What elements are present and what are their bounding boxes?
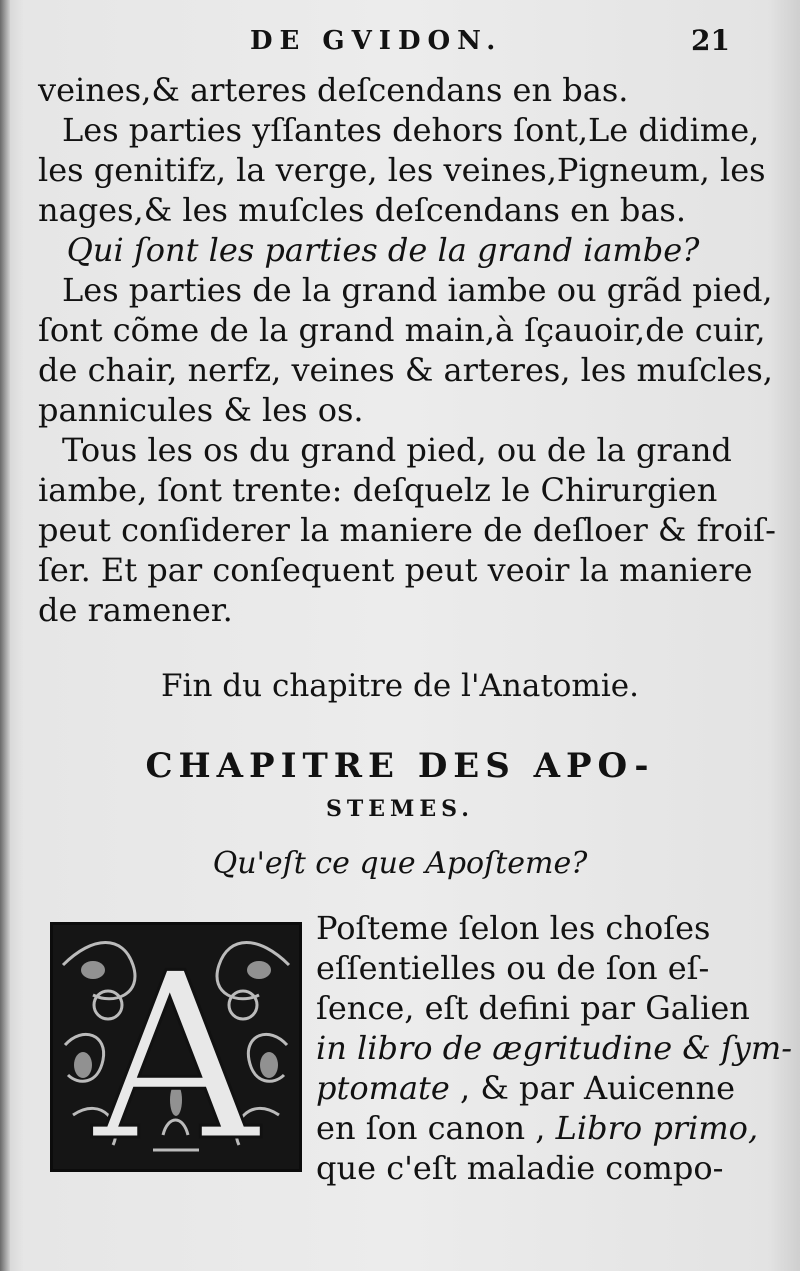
chapter-end-line: Fin du chapitre de l'Anatomie. xyxy=(161,668,639,704)
text-fragment: , & par Auicenne xyxy=(449,1069,735,1107)
page-header xyxy=(0,22,800,62)
text-line: eſſentielles ou de ſon eſ- xyxy=(316,949,710,987)
decorated-initial xyxy=(50,922,302,1192)
text-line xyxy=(316,1108,759,1148)
text-line: de ramener. xyxy=(38,591,233,629)
text-line: Les parties yſſantes dehors ſont,Le didime, xyxy=(62,111,760,149)
text-line xyxy=(316,1068,735,1108)
chapter-title-continued: STEMES. xyxy=(326,796,474,822)
text-line: Tous les os du grand pied, ou de la grand xyxy=(62,431,732,469)
latin-text: ptomate xyxy=(316,1069,450,1107)
text-line: Poſteme ſelon les choſes xyxy=(316,909,711,947)
text-line: les genitifz, la verge, les veines,Pigneum, les xyxy=(38,151,766,189)
text-line: de chair, nerfz, veines & arteres, les muſcles, xyxy=(38,351,773,389)
text-line: iambe, ſont trente: deſquelz le Chirurgien xyxy=(38,471,718,509)
question-heading: Qu'eſt ce que Apoſteme? xyxy=(212,846,588,881)
running-head: DE GVIDON. xyxy=(250,26,503,56)
chapter-title: CHAPITRE DES APO- xyxy=(145,746,655,786)
text-line: que c'eſt maladie compo- xyxy=(316,1149,724,1187)
page-edge-shadow xyxy=(0,0,10,1271)
text-line: peut conſiderer la maniere de deſloer & froiſ- xyxy=(38,511,776,549)
text-line: pannicules & les os. xyxy=(38,391,364,429)
text-fragment: en ſon canon , xyxy=(316,1109,556,1147)
page-number: 21 xyxy=(691,24,730,57)
text-line: ſont cõme de la grand main,à ſçauoir,de cuir, xyxy=(38,311,766,349)
text-line: veines,& arteres deſcendans en bas. xyxy=(38,71,629,109)
text-line: Les parties de la grand iambe ou grãd pied, xyxy=(62,271,773,309)
drop-cap-letter: A xyxy=(92,925,260,1192)
body-text-top xyxy=(38,70,776,630)
final-paragraph xyxy=(316,908,793,1188)
question-heading: Qui ſont les parties de la grand iambe? xyxy=(66,231,700,269)
text-line: ſence, eſt defini par Galien xyxy=(316,989,750,1027)
text-line: ſer. Et par conſequent peut veoir la maniere xyxy=(38,551,753,589)
text-line: nages,& les muſcles deſcendans en bas. xyxy=(38,191,686,229)
floral-ornament-icon xyxy=(53,925,299,1192)
latin-text: Libro primo, xyxy=(555,1109,759,1147)
latin-text-line: in libro de ægritudine & ſym- xyxy=(316,1029,793,1067)
